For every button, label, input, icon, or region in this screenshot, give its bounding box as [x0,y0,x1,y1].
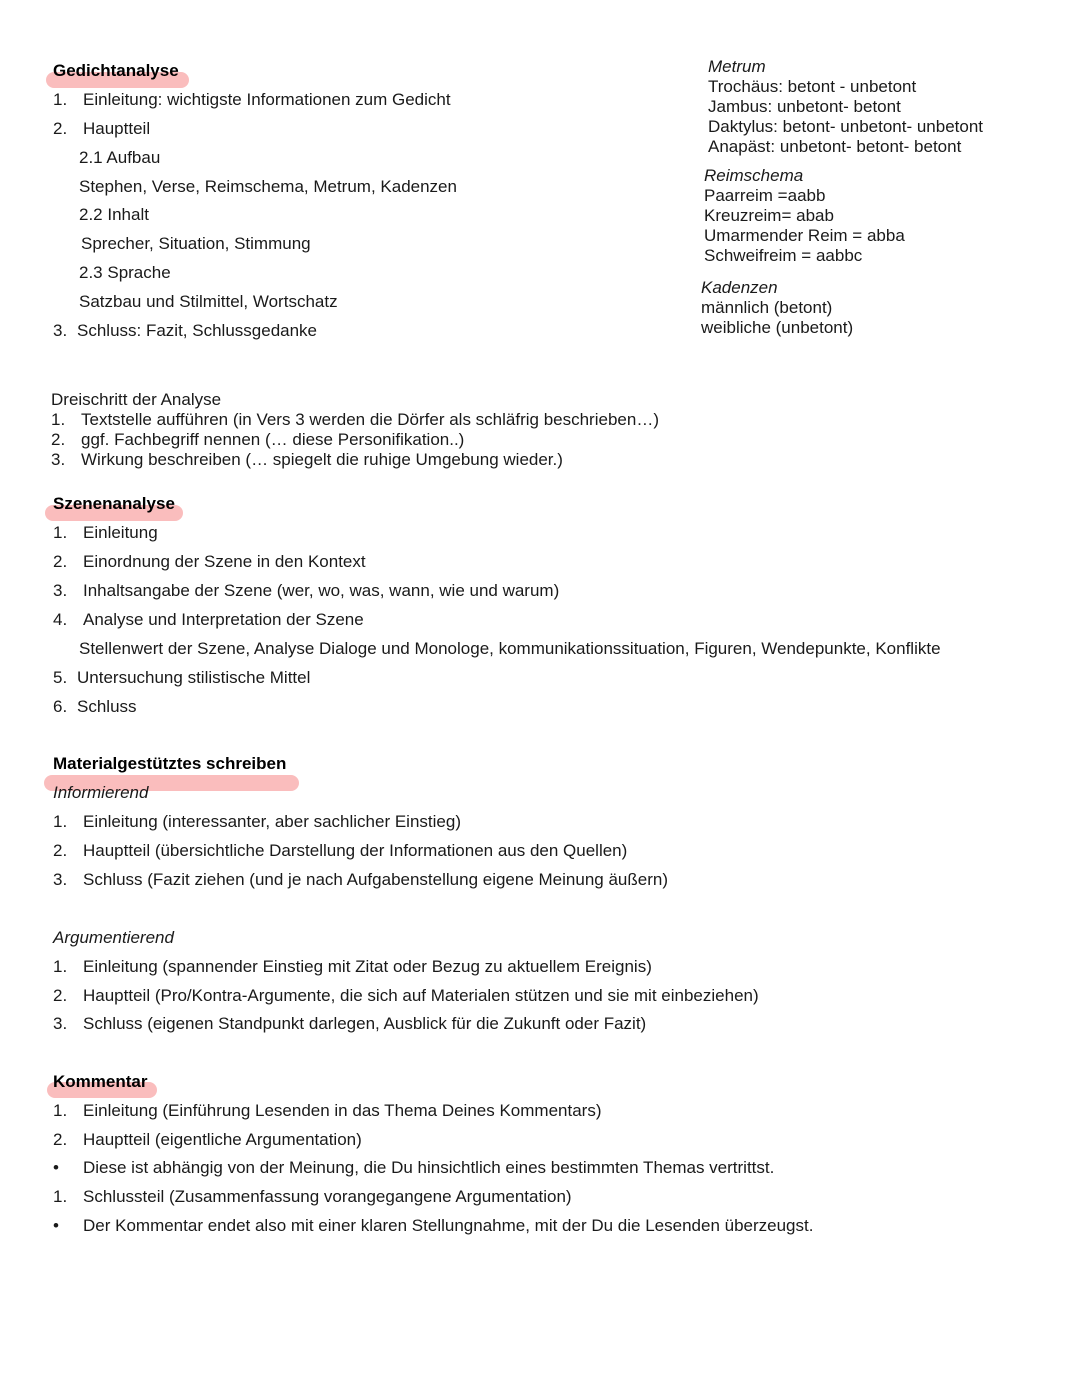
metrum-line: Jambus: unbetont- betont [708,97,901,116]
section-title-material: Materialgestütztes schreiben [53,754,287,773]
section-title-kommentar: Kommentar [53,1072,148,1091]
list-item: 1. Einleitung: wichtigste Informationen zum Gedicht [53,90,451,109]
metrum-line: Daktylus: betont- unbetont- unbetont [708,117,984,136]
list-item: 2. Hauptteil (Pro/Kontra-Argumente, die sich auf Materialen stützen und sie mit einbeziehen) [53,986,759,1005]
list-item: Sprecher, Situation, Stimmung [81,234,311,253]
list-item: 3. Inhaltsangabe der Szene (wer, wo, was, wann, wie und warum) [53,581,560,600]
list-item: 3. Schluss: Fazit, Schlussgedanke [53,321,318,340]
list-item: 1. Einleitung (interessanter, aber sachlicher Einstieg) [53,812,461,831]
list-item: 1. Einleitung (spannender Einstieg mit Zitat oder Bezug zu aktuellem Ereignis) [53,957,652,976]
subtitle-informierend: Informierend [53,783,149,802]
metrum-line: Trochäus: betont - unbetont [708,77,917,96]
list-item: 3. Schluss (eigenen Standpunkt darlegen, Ausblick für die Zukunft oder Fazit) [53,1014,647,1033]
list-item: 2.1 Aufbau [79,148,161,167]
list-item: 2. Einordnung der Szene in den Kontext [53,552,366,571]
list-item: 6. Schluss [53,697,137,716]
list-item: Stephen, Verse, Reimschema, Metrum, Kadenzen [79,177,457,196]
list-item: 3. Wirkung beschreiben (… spiegelt die ruhige Umgebung wieder.) [51,450,563,469]
reimschema-line: Kreuzreim= abab [704,206,834,225]
list-item: • Der Kommentar endet also mit einer klaren Stellungnahme, mit der Du die Lesenden überzeugst. [53,1216,814,1235]
kadenzen-line: männlich (betont) [701,298,833,317]
list-item: 2.3 Sprache [79,263,171,282]
list-item: 1. Textstelle aufführen (in Vers 3 werden die Dörfer als schläfrig beschrieben…) [51,410,659,429]
section-title-szenenanalyse: Szenenanalyse [53,494,175,513]
list-item: 2. Hauptteil (eigentliche Argumentation) [53,1130,362,1149]
kadenzen-line: weibliche (unbetont) [701,318,854,337]
metrum-title: Metrum [708,57,766,76]
reimschema-line: Umarmender Reim = abba [704,226,905,245]
list-item: Stellenwert der Szene, Analyse Dialoge und Monologe, kommunikationssituation, Figuren, Wendepunkte, Konflikte [79,639,941,658]
reimschema-line: Paarreim =aabb [704,186,826,205]
reimschema-line: Schweifreim = aabbc [704,246,863,265]
dreischritt-title: Dreischritt der Analyse [51,390,222,409]
reimschema-title: Reimschema [704,166,804,185]
list-item: 1. Schlussteil (Zusammenfassung vorangegangene Argumentation) [53,1187,572,1206]
metrum-line: Anapäst: unbetont- betont- betont [708,137,962,156]
section-title-gedichtanalyse: Gedichtanalyse [53,61,179,80]
list-item: • Diese ist abhängig von der Meinung, die Du hinsichtlich eines bestimmten Themas vertrittst. [53,1158,775,1177]
list-item: Satzbau und Stilmittel, Wortschatz [79,292,338,311]
list-item: 3. Schluss (Fazit ziehen (und je nach Aufgabenstellung eigene Meinung äußern) [53,870,668,889]
list-item: 5. Untersuchung stilistische Mittel [53,668,311,687]
subtitle-argumentierend: Argumentierend [53,928,174,947]
list-item: 2. ggf. Fachbegriff nennen (… diese Personifikation..) [51,430,465,449]
list-item: 2. Hauptteil (übersichtliche Darstellung der Informationen aus den Quellen) [53,841,628,860]
list-item: 2. Hauptteil [53,119,151,138]
list-item: 2.2 Inhalt [79,205,149,224]
list-item: 1. Einleitung [53,523,158,542]
list-item: 4. Analyse und Interpretation der Szene [53,610,364,629]
list-item: 1. Einleitung (Einführung Lesenden in das Thema Deines Kommentars) [53,1101,602,1120]
kadenzen-title: Kadenzen [701,278,778,297]
